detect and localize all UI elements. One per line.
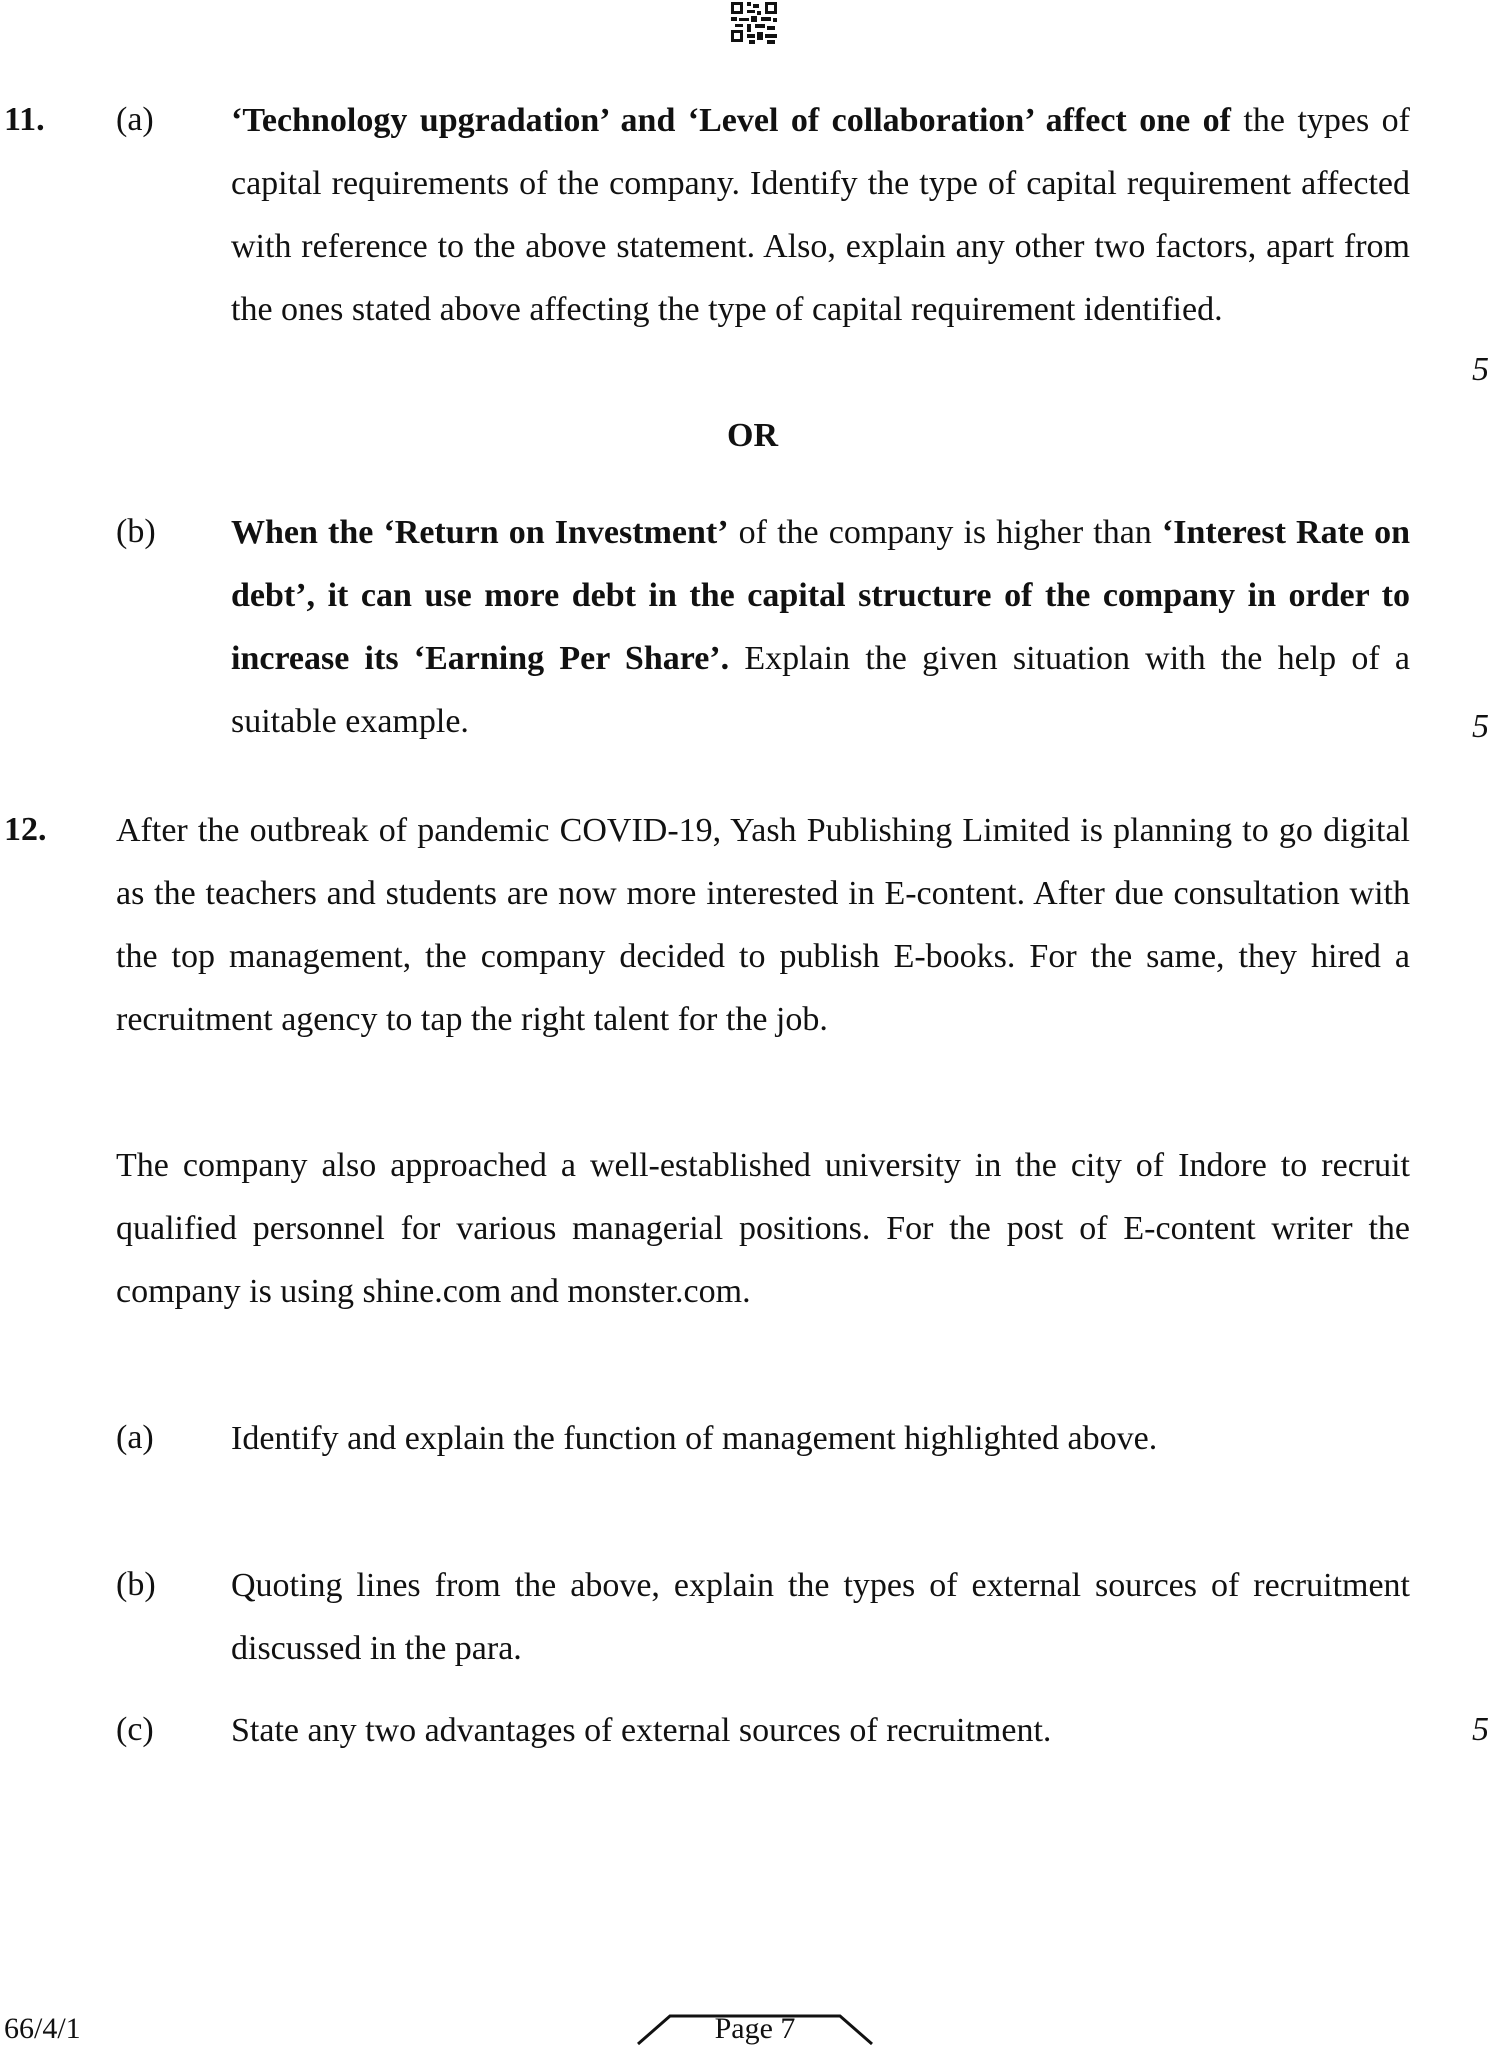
or-separator: OR — [727, 417, 778, 454]
question-11b-body-b: Explain the given situation with the help of a suitable example. — [231, 640, 1410, 740]
question-12c-text: State any two advantages of external sources of recruitment. — [231, 1712, 1052, 1749]
question-11a-text — [231, 89, 1410, 341]
question-12a-text: Identify and explain the function of management highlighted above. — [231, 1420, 1158, 1457]
qr-code-icon — [731, 2, 777, 44]
page-number: Page 7 — [714, 2012, 796, 2045]
question-11a-body: the types of capital requirements of the company. Identify the type of capital requirement affected with reference to the above statement. Also, explain any other two factors, apart from the ones stated above affecting the type of capital requirement identified. — [231, 102, 1410, 328]
question-11a-bold: ‘Technology upgradation’ and ‘Level of collaboration’ affect one of — [231, 102, 1231, 139]
question-11b-body-a: of the company is higher than — [728, 514, 1162, 551]
part-label: (a) — [116, 1419, 154, 1456]
part-label: (c) — [116, 1711, 154, 1748]
question-number: 11. — [4, 101, 45, 138]
part-label: (b) — [116, 513, 156, 550]
question-11b-bold-a: When the ‘Return on Investment’ — [231, 514, 729, 551]
question-12-paragraph: The company also approached a well-established university in the city of Indore to recruit qualified personnel for various managerial positions. For the post of E-content writer the company is using shine.com and monster.com. — [116, 1147, 1410, 1310]
question-number: 12. — [4, 811, 47, 848]
part-label: (b) — [116, 1566, 156, 1603]
marks: 5 — [1472, 1711, 1489, 1748]
marks: 5 — [1472, 351, 1489, 388]
marks: 5 — [1472, 708, 1489, 745]
page-number-badge — [630, 2004, 880, 2064]
question-11b-bold-b: ‘Interest Rate on debt’, it can use more debt in the capital structure of the company in order to increase its ‘Earning Per Share’. — [231, 514, 1411, 677]
question-12-paragraph: After the outbreak of pandemic COVID-19, Yash Publishing Limited is planning to go digital as the teachers and students are now more interested in E-content. After due consultation with the top management, the company decided to publish E-books. For the same, they hired a recruitment agency to tap the right talent for the job. — [116, 812, 1410, 1038]
paper-code: 66/4/1 — [4, 2012, 81, 2045]
question-11b-text — [231, 501, 1410, 753]
question-12b-text: Quoting lines from the above, explain the types of external sources of recruitment discussed in the para. — [231, 1567, 1410, 1667]
part-label: (a) — [116, 101, 154, 138]
